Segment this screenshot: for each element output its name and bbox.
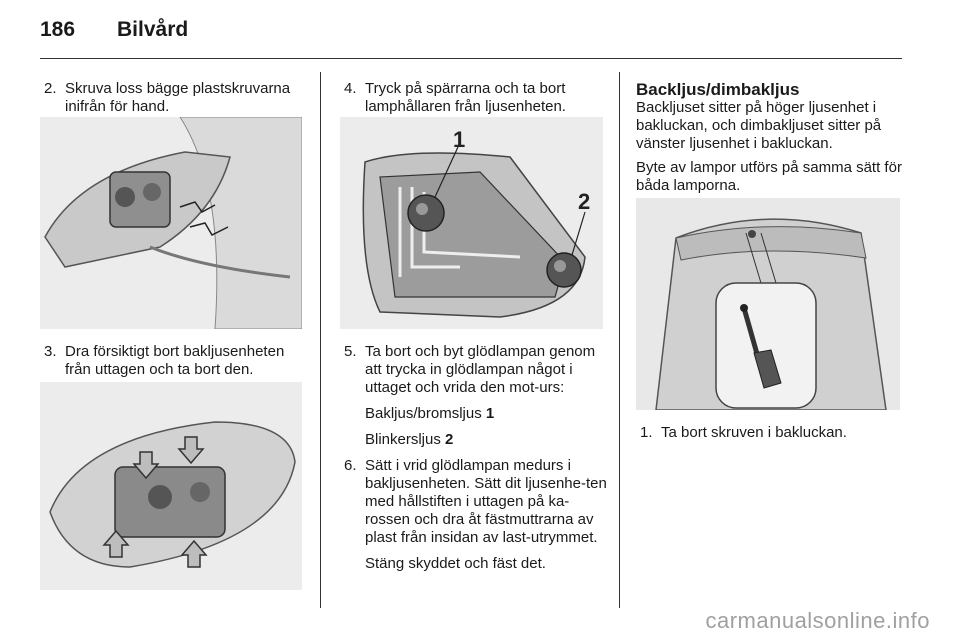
- step-6-number: 6.: [344, 457, 357, 474]
- lamp-holder-illustration: [340, 117, 603, 329]
- figure-taillight-screws: [40, 117, 302, 329]
- figure-lamp-holder: [340, 117, 603, 329]
- bulb-1-line: [340, 405, 608, 423]
- column-1-lower: [40, 343, 305, 387]
- page-number: 186: [40, 18, 76, 41]
- step-5-text: Ta bort och byt glödlampan genom att trycka in glödlampan något i uttaget och vrida den mot-urs:: [365, 343, 596, 396]
- step-5-number: 5.: [344, 343, 357, 360]
- step-2-number: 2.: [44, 80, 57, 97]
- column-divider-left: [320, 72, 321, 608]
- step-4-text: Tryck på spärrarna och ta bort lamphållaren från ljusenheten.: [365, 80, 566, 115]
- step-2-text: Skruva loss bägge plastskruvarna inifrån för hand.: [65, 80, 291, 115]
- step-2: [40, 80, 305, 116]
- step-3-text: Dra försiktigt bort bakljusenheten från uttagen och ta bort den.: [65, 343, 285, 378]
- step-6-text: Sätt i vrid glödlampan medurs i bakljusenheten. Sätt dit ljusenhe-ten med hållstiften i uttagen på ka-rossen och dra åt fästmuttrarna av plast från insidan av last-utrymmet.: [365, 457, 607, 546]
- step-1: [636, 424, 904, 442]
- step-4-number: 4.: [344, 80, 357, 97]
- bulb-2-line: [340, 431, 608, 449]
- taillight-removal-illustration: [40, 382, 302, 590]
- step-3: [40, 343, 305, 379]
- page-title: Bilvård: [117, 18, 189, 41]
- section-heading: Backljus/dimbakljus: [636, 80, 800, 99]
- watermark: carmanualsonline.info: [705, 608, 930, 633]
- step-4: [340, 80, 608, 116]
- taillight-screws-illustration: [40, 117, 302, 329]
- bulb-2-number: 2: [445, 431, 454, 448]
- callout-1: 1: [453, 127, 466, 152]
- bulb-2-label: Blinkersljus: [365, 431, 441, 448]
- bulb-1-number: 1: [485, 405, 495, 422]
- step-3-number: 3.: [44, 343, 57, 360]
- close-cover-note: Stäng skyddet och fäst det.: [365, 555, 546, 572]
- figure-taillight-removal: [40, 382, 302, 590]
- section-paragraph-2: Byte av lampor utförs på samma sätt för båda lamporna.: [636, 159, 902, 194]
- step-6: [340, 457, 608, 547]
- bulb-1-label: Bakljus/bromsljus: [365, 405, 482, 422]
- header-rule: [40, 58, 902, 59]
- step-1-text: Ta bort skruven i bakluckan.: [661, 424, 847, 441]
- step-1-number: 1.: [640, 424, 653, 441]
- step-5: [340, 343, 608, 397]
- column-2-lower: [340, 343, 608, 581]
- figure-tailgate-screw: [636, 198, 900, 410]
- column-3: [636, 80, 904, 201]
- column-divider-right: [619, 72, 620, 608]
- tailgate-screw-illustration: [636, 198, 900, 410]
- section-paragraph-1: Backljuset sitter på höger ljusenhet i bakluckan, och dimbakljuset sitter på vänster ljusenhet i bakluckan.: [636, 99, 882, 152]
- callout-2: 2: [578, 189, 591, 214]
- column-3-lower: [636, 424, 904, 450]
